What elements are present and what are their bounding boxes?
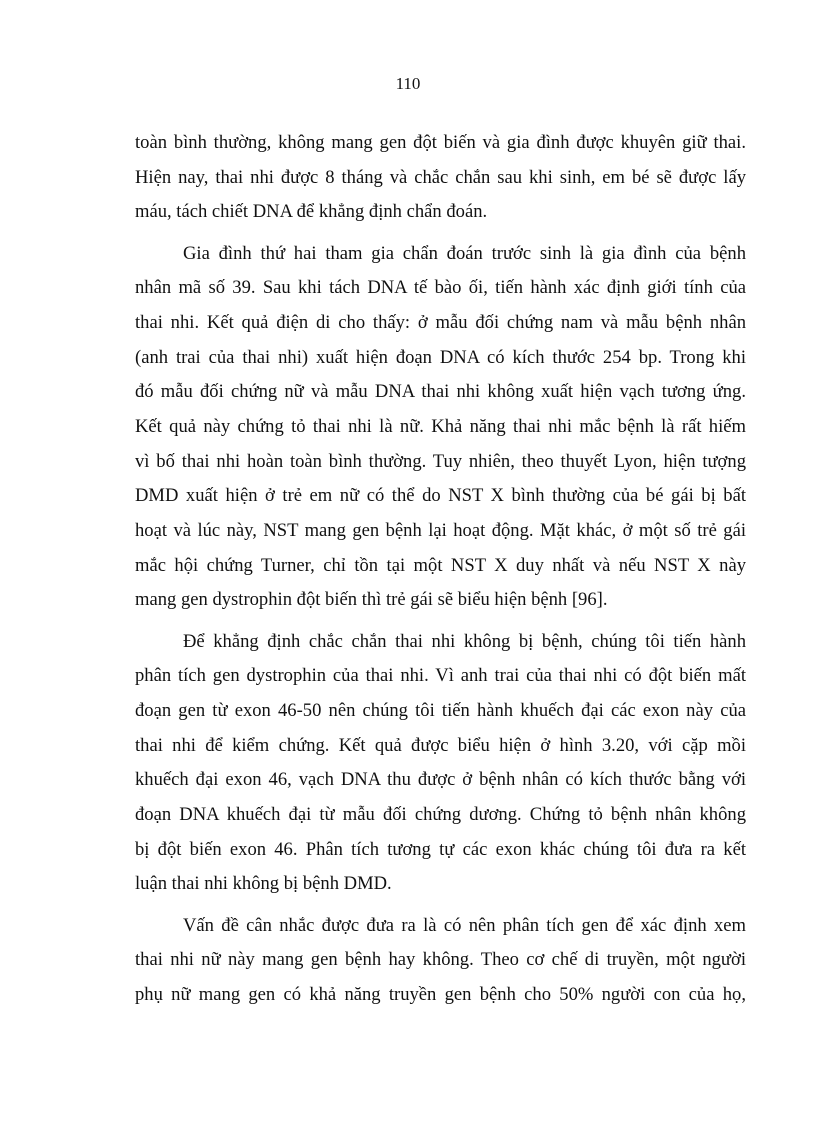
text-line: (anh trai của thai nhi) xuất hiện đoạn DNA có kích thước 254 bp. Trong khi [135, 346, 746, 368]
text-line: khuếch đại exon 46, vạch DNA thu được ở bệnh nhân có kích thước bằng với [135, 769, 746, 791]
text-line: Để khẳng định chắc chắn thai nhi không bị bệnh, chúng tôi tiến hành [183, 630, 746, 652]
text-line: thai nhi để kiểm chứng. Kết quả được biểu hiện ở hình 3.20, với cặp mồi [135, 734, 746, 756]
text-line: Gia đình thứ hai tham gia chẩn đoán trước sinh là gia đình của bệnh [183, 242, 746, 264]
text-line: bị đột biến exon 46. Phân tích tương tự các exon khác chúng tôi đưa ra kết [135, 838, 746, 860]
text-line: hoạt và lúc này, NST mang gen bệnh lại hoạt động. Mặt khác, ở một số trẻ gái [135, 520, 746, 542]
text-line: nhân mã số 39. Sau khi tách DNA tế bào ối, tiến hành xác định giới tính của [135, 277, 746, 299]
text-line: thai nhi. Kết quả điện di cho thấy: ở mẫu đối chứng nam và mẫu bệnh nhân [135, 311, 746, 333]
text-line: Vấn đề cân nhắc được đưa ra là có nên phân tích gen để xác định xem [183, 914, 746, 936]
text-line: DMD xuất hiện ở trẻ em nữ có thể do NST X bình thường của bé gái bị bất [135, 485, 746, 507]
text-line: vì bố thai nhi hoàn toàn bình thường. Tuy nhiên, theo thuyết Lyon, hiện tượng [135, 450, 746, 472]
text-line: Kết quả này chứng tỏ thai nhi là nữ. Khả năng thai nhi mắc bệnh là rất hiếm [135, 416, 746, 437]
text-line: phụ nữ mang gen có khả năng truyền gen bệnh cho 50% người con của họ, [135, 984, 746, 1005]
document-body [135, 130, 746, 1023]
text-line: đó mẫu đối chứng nữ và mẫu DNA thai nhi không xuất hiện vạch tương ứng. [135, 381, 746, 403]
text-line: phân tích gen dystrophin của thai nhi. Vì anh trai của thai nhi có đột biến mất [135, 665, 746, 687]
text-line: thai nhi nữ này mang gen bệnh hay không. Theo cơ chế di truyền, một người [135, 949, 746, 971]
text-line: luận thai nhi không bị bệnh DMD. [135, 873, 392, 895]
text-line: toàn bình thường, không mang gen đột biến và gia đình được khuyên giữ thai. [135, 132, 746, 153]
paragraph [135, 913, 746, 1017]
page-number: 110 [395, 74, 421, 93]
text-line: đoạn gen từ exon 46-50 nên chúng tôi tiến hành khuếch đại các exon này của [135, 700, 746, 721]
text-line: Hiện nay, thai nhi được 8 tháng và chắc chắn sau khi sinh, em bé sẽ được lấy [135, 166, 746, 188]
text-line: mang gen dystrophin đột biến thì trẻ gái sẽ biểu hiện bệnh [96]. [135, 589, 608, 611]
text-line: mắc hội chứng Turner, chỉ tồn tại một NST X duy nhất và nếu NST X này [135, 554, 746, 576]
paragraph [135, 130, 746, 234]
paragraph [135, 241, 746, 623]
text-line: đoạn DNA khuếch đại từ mẫu đối chứng dương. Chứng tỏ bệnh nhân không [135, 804, 746, 826]
paragraph [135, 629, 746, 907]
text-line: máu, tách chiết DNA để khẳng định chẩn đoán. [135, 201, 488, 223]
